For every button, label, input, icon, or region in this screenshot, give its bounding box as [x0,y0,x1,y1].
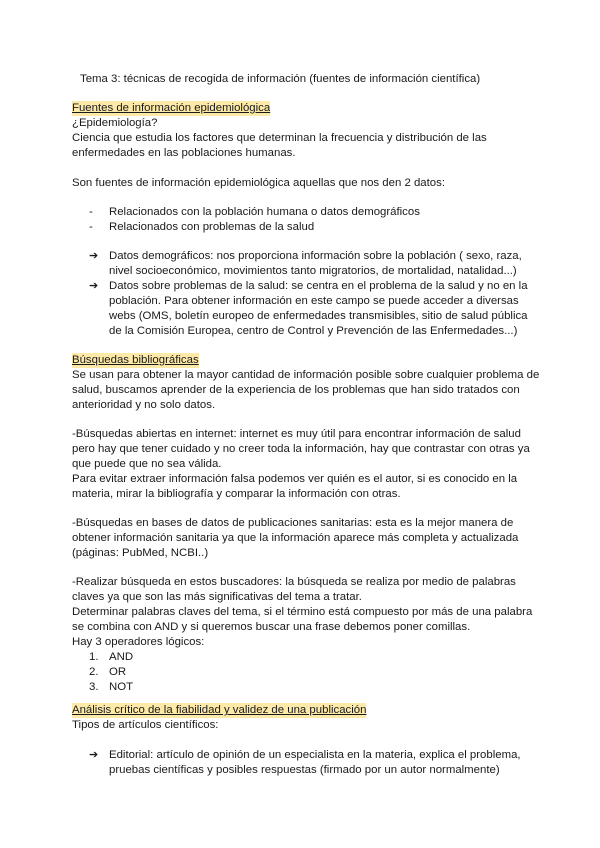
list-number: 2. [89,666,99,678]
definition-line: enfermedades en las poblaciones humanas. [72,147,296,159]
section-heading-analisis: Análisis crítico de la fiabilidad y validez de una publicación [72,704,367,716]
list-item: Relacionados con la población humana o datos demográficos [109,206,420,218]
list-item-continued: de la Comisión Europea, centro de Control y Prevención de las Enfermedades...) [109,325,518,337]
paragraph-line: materia, mirar la bibliografía y comparar la información con otras. [72,488,401,500]
paragraph-line: se combina con AND y si queremos buscar una frase debemos poner comillas. [72,621,471,633]
paragraph-line: salud, buscamos aprender de la experiencia de los problemas que han sido tratados con [72,384,520,396]
operator-item: NOT [109,681,134,693]
list-number: 1. [89,651,99,663]
paragraph-line: que puede que no sea válida. [72,458,222,470]
list-item-continued: población. Para obtener información en este campo se puede acceder a diversas [109,295,519,307]
right-arrow-icon: ➔ [89,280,99,292]
paragraph-line: Hay 3 operadores lógicos: [72,636,205,648]
paragraph-line: anterioridad y no solo datos. [72,399,216,411]
right-arrow-icon: ➔ [89,250,99,262]
paragraph-line: -Realizar búsqueda en estos buscadores: la búsqueda se realiza por medio de palabras [72,576,516,588]
paragraph-line: pero hay que tener cuidado y no creer toda la información, hay que contrastar con otras ya [72,443,530,455]
section-heading-busquedas: Búsquedas bibliográficas [72,354,199,366]
definition-line: Ciencia que estudia los factores que determinan la frecuencia y distribución de las [72,132,487,144]
list-item-continued: pruebas científicas y posibles respuestas (firmado por un autor normalmente) [109,764,500,776]
paragraph-line: -Búsquedas en bases de datos de publicaciones sanitarias: esta es la mejor manera de [72,517,514,529]
operator-item: AND [109,651,134,663]
list-item: Datos sobre problemas de la salud: se centra en el problema de la salud y no en la [109,280,528,292]
question-line: ¿Epidemiología? [72,117,158,129]
paragraph-line: Se usan para obtener la mayor cantidad de información posible sobre cualquier problema de [72,369,540,381]
list-item-continued: nivel socioeconómico, movimientos tanto migratorios, de mortalidad, natalidad...) [109,265,517,277]
intro-line: Tipos de artículos científicos: [72,719,219,731]
operator-item: OR [109,666,127,678]
list-item: Datos demográficos: nos proporciona información sobre la población ( sexo, raza, [109,250,522,262]
list-number: 3. [89,681,99,693]
list-item: Relacionados con problemas de la salud [109,221,315,233]
intro-line: Son fuentes de información epidemiológica aquellas que nos den 2 datos: [72,177,445,189]
list-item-continued: webs (OMS, boletín europeo de enfermedades transmisibles, sitio de salud pública [109,310,528,322]
paragraph-line: obtener información sanitaria ya que la información aparece más completa y actualizada [72,532,519,544]
right-arrow-icon: ➔ [89,749,99,761]
paragraph-line: (páginas: PubMed, NCBI..) [72,547,209,559]
document-title: Tema 3: técnicas de recogida de información (fuentes de información científica) [80,73,481,85]
list-item: Editorial: artículo de opinión de un especialista en la materia, explica el problema, [109,749,521,761]
section-heading-fuentes: Fuentes de información epidemiológica [72,102,271,114]
paragraph-line: Para evitar extraer información falsa podemos ver quién es el autor, si es conocido en la [72,473,518,485]
dash-bullet: - [89,221,93,233]
paragraph-line: Determinar palabras claves del tema, si el término está compuesto por más de una palabra [72,606,533,618]
dash-bullet: - [89,206,93,218]
paragraph-line: -Búsquedas abiertas en internet: internet es muy útil para encontrar información de salud [72,428,521,440]
paragraph-line: claves ya que son las más significativas del tema a tratar. [72,591,362,603]
